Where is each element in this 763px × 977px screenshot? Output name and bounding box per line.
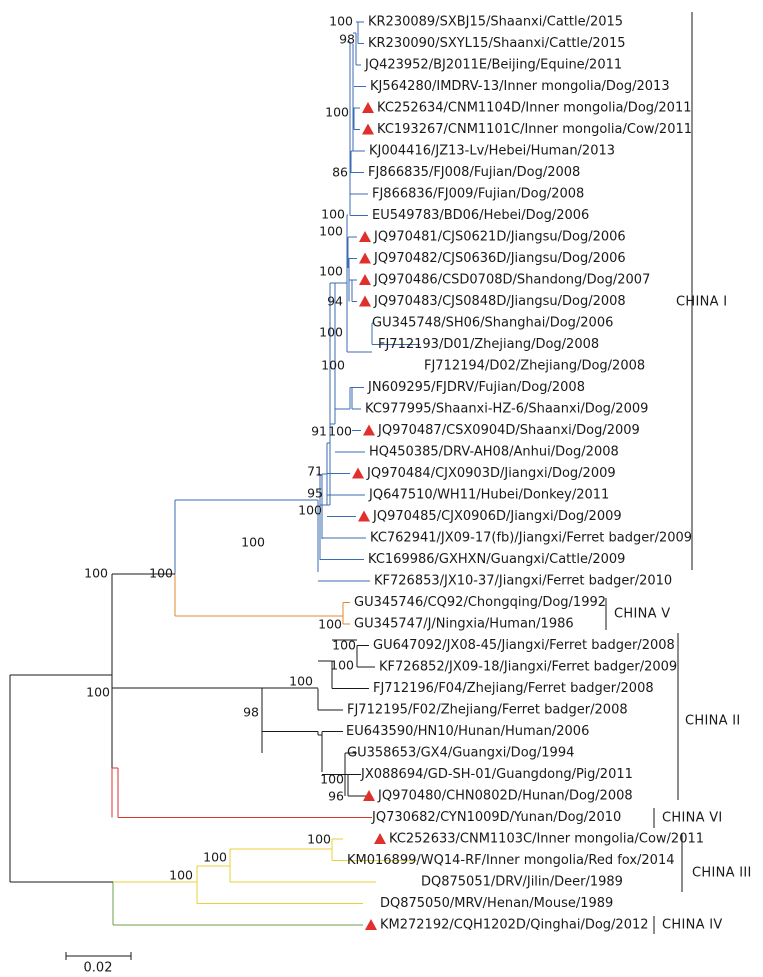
taxon-label: JQ970484/CJX0903D/Jiangxi/Dog/2009	[367, 466, 616, 481]
taxon-label: JQ647510/WH11/Hubei/Donkey/2011	[369, 487, 610, 503]
bootstrap-value: 98	[243, 704, 259, 720]
red-triangle-icon	[359, 253, 371, 264]
taxon-label: KC762941/JX09-17(fb)/Jiangxi/Ferret badger/2009	[370, 530, 693, 546]
bootstrap-value: 100	[318, 616, 342, 632]
bootstrap-value: 100	[149, 565, 173, 581]
red-triangle-icon	[362, 124, 374, 135]
red-triangle-icon	[352, 468, 364, 479]
taxon-label: FJ712194/D02/Zhejiang/Dog/2008	[424, 358, 646, 374]
taxon-label: FJ866835/FJ008/Fujian/Dog/2008	[368, 165, 581, 180]
taxon-label: GU647092/JX08-45/Jiangxi/Ferret badger/2008	[373, 638, 675, 653]
taxon-label: KF726853/JX10-37/Jiangxi/Ferret badger/2010	[374, 573, 673, 589]
taxon-label: JQ970487/CSX0904D/Shaanxi/Dog/2009	[378, 423, 640, 438]
bootstrap-value: 100	[241, 534, 265, 550]
taxon-label: KF726852/JX09-18/Jiangxi/Ferret badger/2009	[379, 659, 678, 675]
clade-label: CHINA III	[692, 865, 752, 881]
taxon-label: KC252634/CNM1104D/Inner mongolia/Dog/2011	[377, 100, 692, 116]
taxon-label: FJ712196/F04/Zhejiang/Ferret badger/2008	[373, 681, 654, 696]
bootstrap-value: 100	[86, 684, 110, 700]
bootstrap-value: 100	[84, 565, 108, 581]
taxon-label: FJ712193/D01/Zhejiang/Dog/2008	[378, 337, 600, 352]
red-triangle-icon	[374, 833, 386, 844]
taxon-label: KC252633/CNM1103C/Inner mongolia/Cow/2011	[389, 831, 705, 847]
taxon-label: DQ875051/DRV/Jilin/Deer/1989	[421, 874, 623, 890]
bootstrap-value: 100	[321, 206, 345, 222]
taxon-label: GU345747/J/Ningxia/Human/1986	[354, 616, 574, 632]
red-triangle-icon	[358, 511, 370, 522]
bootstrap-value: 100	[298, 502, 322, 518]
taxon-label: FJ712195/F02/Zhejiang/Ferret badger/2008	[347, 702, 628, 718]
bootstrap-value: 100	[321, 357, 345, 373]
bootstrap-value: 100	[328, 423, 352, 439]
clade-label: CHINA I	[676, 294, 728, 310]
bootstrap-value: 100	[319, 263, 343, 279]
red-triangle-icon	[362, 102, 374, 113]
scale-bar	[66, 952, 131, 976]
bootstrap-value: 100	[319, 324, 343, 340]
taxon-label: KM016899/WQ14-RF/Inner mongolia/Red fox/2014	[347, 853, 675, 868]
taxon-label: EU549783/BD06/Hebei/Dog/2006	[372, 208, 590, 223]
bootstrap-values	[84, 14, 356, 883]
bootstrap-value: 71	[307, 463, 323, 479]
taxon-label: JQ970482/CJS0636D/Jiangsu/Dog/2006	[374, 251, 626, 266]
taxon-label: KR230090/SXYL15/Shaanxi/Cattle/2015	[368, 36, 626, 51]
bootstrap-value: 95	[307, 485, 323, 501]
taxon-label: JQ970480/CHN0802D/Hunan/Dog/2008	[378, 788, 633, 804]
taxon-label: FJ866836/FJ009/Fujian/Dog/2008	[372, 186, 585, 202]
taxon-label: KJ004416/JZ13-Lv/Hebei/Human/2013	[369, 143, 616, 159]
bootstrap-value: 86	[332, 164, 348, 180]
bootstrap-value: 100	[289, 673, 313, 689]
bootstrap-value: 100	[203, 849, 227, 865]
taxon-label: GU345748/SH06/Shanghai/Dog/2006	[372, 315, 614, 331]
taxon-label: JQ970483/CJS0848D/Jiangsu/Dog/2008	[374, 294, 626, 309]
bootstrap-value: 91	[311, 423, 327, 439]
taxon-label: GU345746/CQ92/Chongqing/Dog/1992	[354, 595, 607, 610]
taxon-label: JQ423952/BJ2011E/Beijing/Equine/2011	[365, 57, 623, 73]
taxon-label: JQ970481/CJS0621D/Jiangsu/Dog/2006	[374, 229, 626, 245]
bootstrap-value: 100	[330, 657, 354, 673]
bootstrap-value: 100	[329, 13, 353, 29]
bootstrap-value: 96	[328, 788, 344, 804]
red-triangle-icon	[359, 296, 371, 307]
bootstrap-value: 100	[169, 867, 193, 883]
taxon-label: KC169986/GXHXN/Guangxi/Cattle/2009	[368, 552, 626, 567]
clade-label: CHINA V	[614, 606, 671, 622]
taxon-label: KR230089/SXBJ15/Shaanxi/Cattle/2015	[368, 14, 624, 30]
clade-label: CHINA IV	[662, 917, 723, 933]
taxon-label: JQ730682/CYN1009D/Yunan/Dog/2010	[372, 810, 622, 825]
taxon-label: GU358653/GX4/Guangxi/Dog/1994	[347, 745, 575, 761]
taxon-label: HQ450385/DRV-AH08/Anhui/Dog/2008	[369, 444, 619, 460]
taxon-label: JQ970486/CSD0708D/Shandong/Dog/2007	[374, 272, 651, 288]
taxon-label: JN609295/FJDRV/Fujian/Dog/2008	[368, 380, 585, 395]
taxon-label: KC977995/Shaanxi-HZ-6/Shaanxi/Dog/2009	[365, 401, 649, 417]
bootstrap-value: 98	[339, 31, 355, 47]
red-triangle-icon	[363, 425, 375, 436]
taxon-label: KJ564280/IMDRV-13/Inner mongolia/Dog/2013	[370, 79, 670, 94]
red-triangle-icon	[365, 919, 377, 930]
taxon-label: KC193267/CNM1101C/Inner mongolia/Cow/2011	[377, 122, 693, 137]
clade-label: CHINA VI	[662, 810, 723, 826]
bootstrap-value: 94	[327, 293, 343, 309]
bootstrap-value: 100	[320, 771, 344, 787]
taxon-labels	[346, 15, 704, 933]
taxon-label: KM272192/CQH1202D/Qinghai/Dog/2012	[380, 917, 649, 933]
taxon-label: JQ970485/CJX0906D/Jiangxi/Dog/2009	[373, 509, 622, 524]
red-triangle-icon	[359, 274, 371, 285]
bootstrap-value: 100	[307, 831, 331, 847]
red-triangle-icon	[359, 231, 371, 242]
scale-bar-label: 0.02	[83, 960, 113, 976]
bootstrap-value: 100	[325, 104, 349, 120]
taxon-label: JX088694/GD-SH-01/Guangdong/Pig/2011	[361, 767, 633, 782]
clade-label: CHINA II	[685, 713, 741, 729]
taxon-label: DQ875050/MRV/Henan/Mouse/1989	[380, 896, 614, 911]
taxon-label: EU643590/HN10/Hunan/Human/2006	[346, 724, 590, 739]
bootstrap-value: 100	[319, 223, 343, 239]
bootstrap-value: 100	[332, 637, 356, 653]
